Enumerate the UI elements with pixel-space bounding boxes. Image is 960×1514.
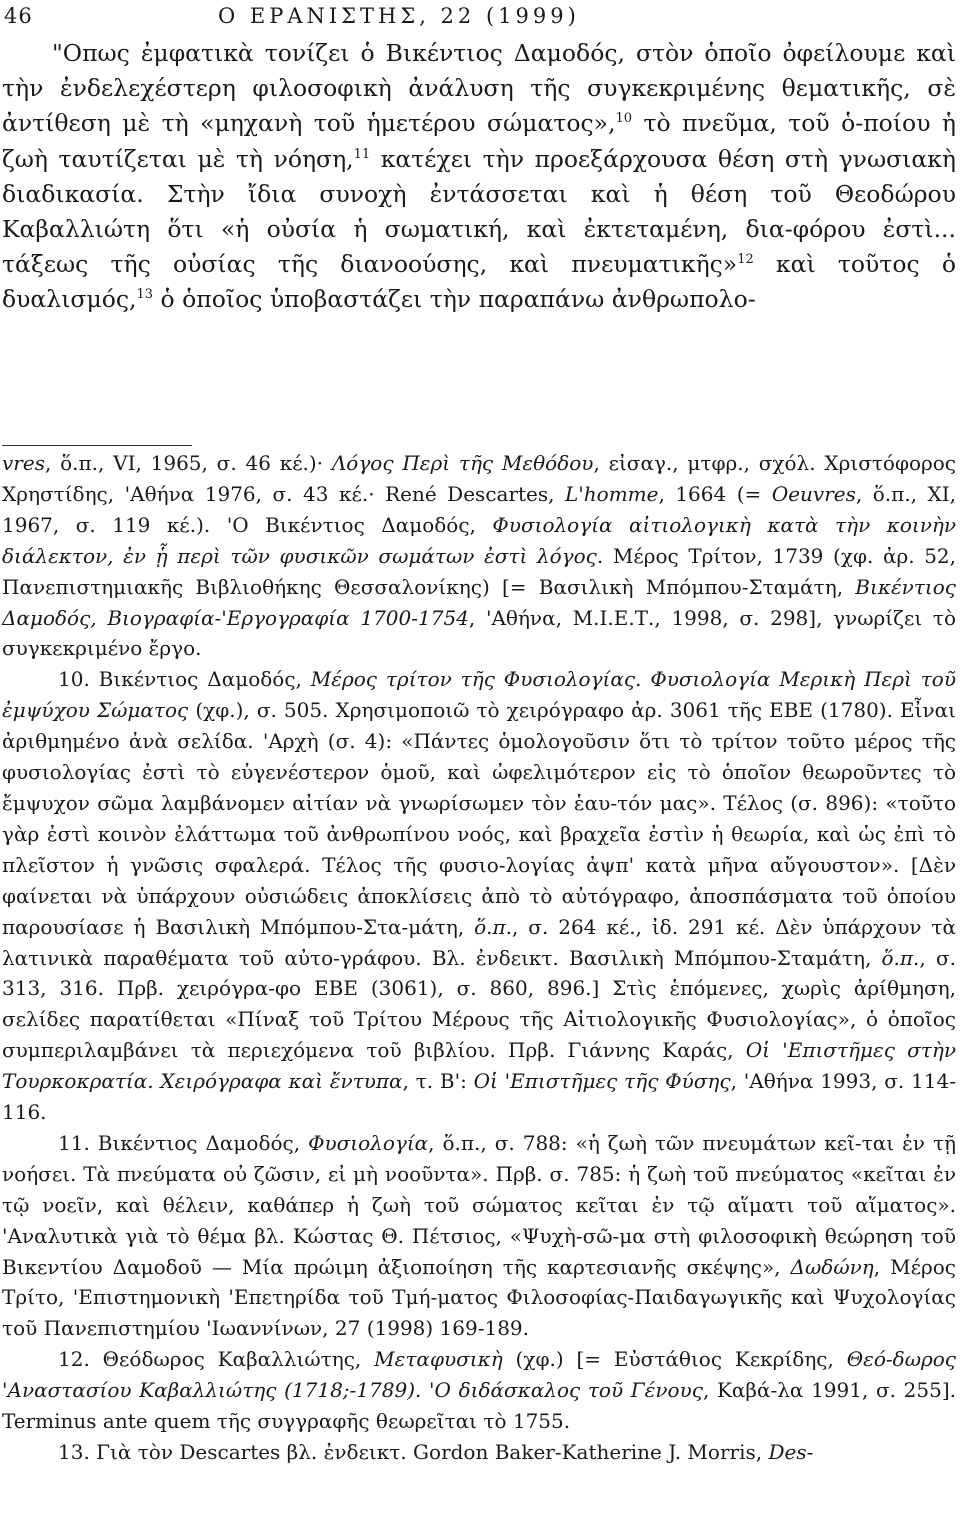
footnote-13: [2, 1437, 956, 1468]
note-italic: Μέρος τρίτον τῆς Φυσιολογίας. Φυσιολογία Μερικὴ Περὶ τοῦ ἐμψύχου Σώματος: [2, 667, 957, 723]
body-text: "Οπως ἐμφατικὰ τονίζει ὁ Βικέντιος Δαμοδός, στὸν ὁποῖο ὀφείλουμε καὶ τὴν ἐνδελεχέστερη φιλοσοφικὴ ἀνάλυση τῆς συγκεκριμένης θεματικῆς, σὲ ἀντίθεση μὲ τὴ «μηχανὴ τοῦ ἡμετέρου σώματος»,: [2, 39, 956, 138]
body-text: τὸ πνεῦμα, τοῦ ὁ-ποίου ἡ ζωὴ ταυτίζεται μὲ τὴ νόηση,: [2, 109, 956, 173]
note-italic: Βικέντιος Δαμοδός, Βιογραφία-'Εργογραφία 1700-1754: [2, 574, 956, 630]
footnote-ref-11: 11: [353, 146, 371, 162]
note-italic: Φυσιολογία αἰτιολογικὴ κατὰ τὴν κοινὴν διάλεκτον, ἐν ᾗ περὶ τῶν φυσικῶν σωμάτων ἐστὶ λόγος: [2, 512, 956, 568]
body-text: κατέχει τὴν προεξάρχουσα θέση στὴ γνωσιακὴ διαδικασία. Στὴν ἴδια συνοχὴ ἐντάσσεται καὶ ἡ θέση τοῦ Θεοδώρου Καβαλλιώτη ὅτι «ἡ οὐσία ἡ σωματική, καὶ ἐκτεταμένη, δια-φόρου ἐστὶ... τάξεως τῆς οὐσίας τῆς διανοούσης, καὶ πνευματικῆς»: [2, 144, 956, 279]
note-italic: Οἱ 'Επιστῆμες στὴν Τουρκοκρατία. Χειρόγραφα καὶ ἔντυπα: [2, 1038, 956, 1094]
note-text: , 'Αθήνα, Μ.Ι.Ε.Τ., 1998, σ. 298], γνωρίζει τὸ συγκεκριμένο ἔργο.: [2, 605, 956, 661]
note-text: , εἰσαγ., μτφρ., σχόλ. Χριστόφορος Χρηστίδης, 'Αθήνα 1976, σ. 43 κέ.· René Descartes,: [2, 451, 956, 506]
note-text: , Μέρος Τρίτο, 'Επιστημονικὴ 'Επετηρίδα τοῦ Τμή-ματος Φιλοσοφίας-Παιδαγωγικῆς καὶ Ψυχολογίας τοῦ Πανεπιστημίου 'Ιωαννίνων, 27 (1998) 169-189.: [2, 1254, 956, 1341]
note-text: , Καβά-λα 1991, σ. 255]. Terminus ante quem τῆς συγγραφῆς θεωρεῖται τὸ 1755.: [2, 1378, 957, 1434]
footnote-ref-12: 12: [737, 252, 754, 268]
note-text: , 'Αθήνα 1993, σ. 114-116.: [2, 1069, 956, 1125]
note-italic: ὅ.π.: [474, 914, 513, 939]
note-italic: Φυσιολογία: [308, 1130, 429, 1155]
note-text: 12. Θεόδωρος Καβαλλιώτης,: [58, 1347, 375, 1372]
note-text: , σ. 313, 316. Πρβ. χειρόγρα-φο ΕΒΕ (3061), σ. 860, 896.] Στὶς ἑπόμενες, χωρὶς ἀρίθμηση, σελίδες παρατίθεται «Πίναξ τοῦ Τρίτου Μέρους τῆς Αἰτιολογικῆς Φυσιολογίας», ὁ ὁποῖος συμπεριλαμβάνει τὰ περιεχόμενα τοῦ βιβλίου. Πρβ. Γιάννης Καράς,: [2, 945, 956, 1063]
note-italic: Λόγος Περὶ τῆς Μεθόδου: [331, 451, 594, 475]
note-italic: Μεταφυσικὴ: [374, 1347, 503, 1372]
footnotes: [2, 448, 956, 1468]
note-text: , 1664 (=: [658, 481, 772, 506]
note-text: 11. Βικέντιος Δαμοδός,: [58, 1130, 309, 1155]
note-italic: Οἱ 'Επιστῆμες τῆς Φύσης: [473, 1069, 731, 1094]
body-text: καὶ τοῦτος ὁ δυαλισμός,: [2, 250, 956, 314]
note-text: , τ. Β':: [402, 1069, 474, 1094]
note-text: (χφ.), σ. 505. Χρησιμοποιῶ τὸ χειρόγραφο ἀρ. 3061 τῆς ΕΒΕ (1780). Εἶναι ἀριθμημένο ἀνὰ σελίδα. 'Αρχὴ (σ. 4): «Πάντες ὁμολογοῦσιν ὅτι τὸ τρίτον τοῦτο μέρος τῆς φυσιολογίας ἐστὶ τὸ εὐγενέστερον ὁμοῦ, καὶ ὠφελιμότερον εἰς τὸ ὁποῖον θεωροῦντες τὸ ἔμψυχον σῶμα λαμβάνομεν αἰτίαν νὰ γνωρίσωμεν τὸν ἑαυ-τόν μας». Τέλος (σ. 896): «τοῦτο γὰρ ἐστὶ κοινὸν ἐλάττωμα τοῦ ἀνθρωπίνου νοός, καὶ βραχεῖα ἐστὶν ἡ θεωρία, καὶ ὡς ἐπὶ τὸ πλεῖστον ἡ γνῶσις σφαλερά. Τέλος τῆς φυσιο-λογίας ἀψπ' κατὰ μῆνα αὔγουστον». [Δὲν φαίνεται νὰ ὑπάρχουν οὐσιώδεις ἀποκλίσεις ἀπὸ τὸ αὐτόγραφο, ἀποσπάσματα τοῦ ὁποίου παρουσίασε ἡ Βασιλικὴ Μπόμπου-Στα-μάτη,: [2, 698, 956, 939]
note-text: , σ. 264 κέ., ἰδ. 291 κέ. Δὲν ὑπάρχουν τὰ λατινικὰ παραθέματα τοῦ αὐτο-γράφου. Βλ. ἐνδεικτ. Βασιλικὴ Μπόμπου-Σταμάτη,: [2, 914, 956, 970]
footnote-10: [2, 664, 956, 1128]
page-header: [0, 4, 960, 36]
note-text: 13. Γιὰ τὸν Descartes βλ. ἐνδεικτ. Gordon Baker-Katherine J. Morris,: [58, 1440, 769, 1464]
note-text: , ὅ.π., σ. 788: «ἡ ζωὴ τῶν πνευμάτων κεῖ-ται ἐν τῇ νοήσει. Τὰ πνεύματα οὐ ζῶσιν, εἰ μὴ νοοῦντα». Πρβ. σ. 785: ἡ ζωὴ τοῦ πνεύματος «κεῖται ἐν τῷ νοεῖν, καὶ θέλειν, καθάπερ ἡ ζωὴ τοῦ σώματος κεῖται ἐν τῷ αἵματι τοῦ αἵματος». 'Αναλυτικὰ γιὰ τὸ θέμα βλ. Κώστας Θ. Πέτσιος, «Ψυχὴ-σῶ-μα στὴ φιλοσοφικὴ θεώρηση τοῦ Βικεντίου Δαμοδοῦ — Μία πρώιμη ἀξιοποίηση τῆς καρτεσιανῆς σκέψης»,: [2, 1130, 956, 1279]
note-italic: ὅ.π.: [881, 945, 920, 970]
page-number: 46: [4, 4, 33, 28]
note-italic: Θεό-δωρος 'Αναστασίου Καβαλλιώτης (1718;-1789). 'Ο διδάσκαλος τοῦ Γένους: [2, 1347, 956, 1403]
footnote-continuation: [2, 448, 956, 664]
footnote-ref-10: 10: [615, 111, 633, 127]
note-italic: vres: [2, 451, 45, 475]
note-text: , ὅ.π., VI, 1965, σ. 46 κέ.)·: [44, 451, 332, 475]
note-italic: Δωδώνη: [790, 1254, 874, 1279]
note-italic: Des-: [768, 1440, 814, 1464]
footnote-11: [2, 1128, 956, 1344]
footnote-12: [2, 1344, 956, 1437]
footnote-ref-13: 13: [136, 287, 154, 303]
note-text: , ὅ.π., XI, 1967, σ. 119 κέ.). 'Ο Βικέντιος Δαμοδός,: [2, 481, 957, 537]
running-title: Ο ΕΡΑΝΙΣΤΗΣ, 22 (1999): [218, 4, 580, 28]
body-text: ὁ ὁποῖος ὑποβαστάζει τὴν παραπάνω ἀνθρωπολο-: [153, 285, 756, 314]
note-text: 10. Βικέντιος Δαμοδός,: [58, 667, 311, 692]
note-text: (χφ.) [= Εὐστάθιος Κεκρίδης,: [502, 1347, 847, 1372]
note-text: . Μέρος Τρίτον, 1739 (χφ. ἀρ. 52, Πανεπιστημιακῆς Βιβλιοθήκης Θεσσαλονίκης) [= Βασιλικὴ Μπόμπου-Σταμάτη,: [2, 543, 957, 599]
footnote-separator: [2, 445, 192, 446]
main-text: [2, 36, 956, 318]
note-italic: Oeuvres: [771, 481, 856, 506]
body-paragraph: [2, 36, 956, 318]
note-italic: L'homme: [565, 481, 659, 506]
